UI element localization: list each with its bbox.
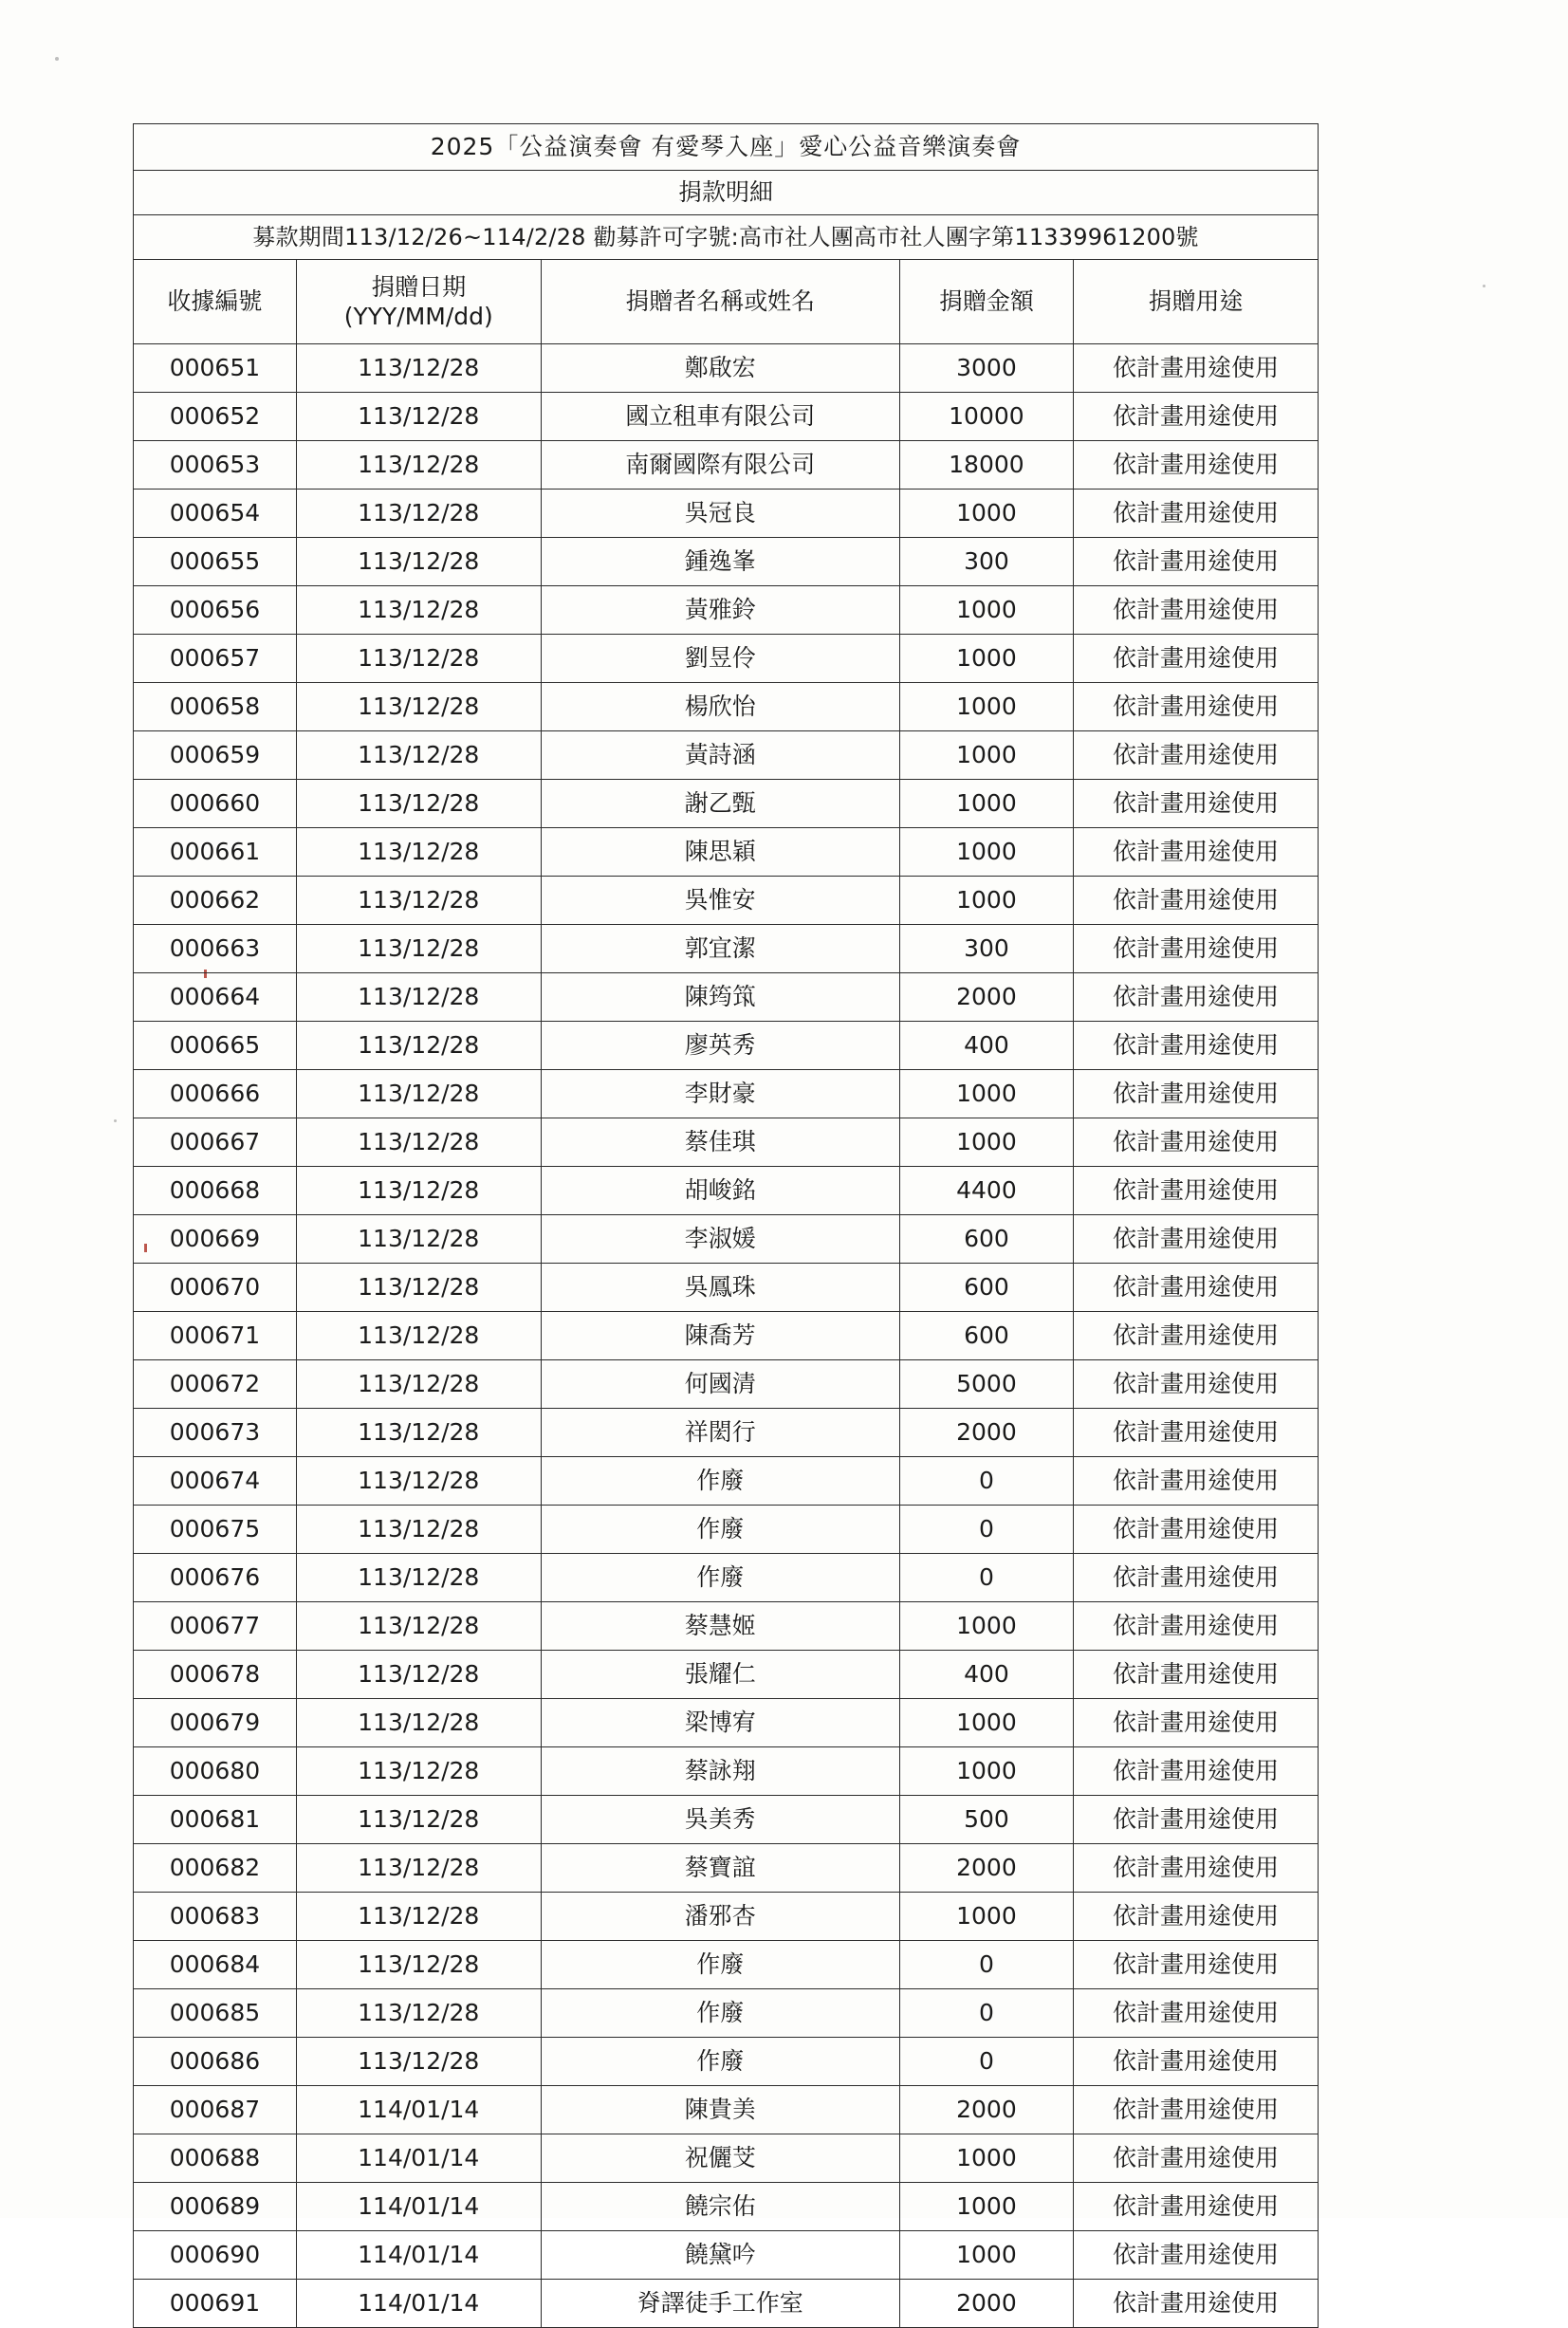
cell-donor: 郭宜潔 bbox=[541, 925, 899, 973]
table-row bbox=[134, 1796, 1319, 1844]
cell-donor: 作廢 bbox=[541, 1989, 899, 2038]
cell-purpose: 依計畫用途使用 bbox=[1074, 2086, 1319, 2134]
cell-purpose: 依計畫用途使用 bbox=[1074, 2183, 1319, 2231]
cell-donor: 黃雅鈴 bbox=[541, 586, 899, 635]
donation-detail-document bbox=[133, 123, 1319, 2328]
cell-donate-date: 113/12/28 bbox=[296, 1796, 541, 1844]
table-row bbox=[134, 731, 1319, 780]
cell-purpose: 依計畫用途使用 bbox=[1074, 1360, 1319, 1409]
column-header-donate-date-line1: 捐贈日期 bbox=[371, 272, 467, 301]
cell-amount: 0 bbox=[899, 1554, 1073, 1602]
cell-donate-date: 113/12/28 bbox=[296, 1699, 541, 1747]
table-row bbox=[134, 1506, 1319, 1554]
cell-donor: 陳貴美 bbox=[541, 2086, 899, 2134]
cell-donate-date: 114/01/14 bbox=[296, 2134, 541, 2183]
cell-donate-date: 113/12/28 bbox=[296, 1409, 541, 1457]
table-row bbox=[134, 828, 1319, 877]
cell-donate-date: 113/12/28 bbox=[296, 973, 541, 1022]
cell-purpose: 依計畫用途使用 bbox=[1074, 1941, 1319, 1989]
cell-donor: 陳筠筑 bbox=[541, 973, 899, 1022]
cell-donor: 南爾國際有限公司 bbox=[541, 441, 899, 490]
cell-donate-date: 113/12/28 bbox=[296, 780, 541, 828]
cell-donate-date: 113/12/28 bbox=[296, 1602, 541, 1651]
column-header-purpose: 捐贈用途 bbox=[1074, 260, 1319, 344]
table-row bbox=[134, 2134, 1319, 2183]
cell-purpose: 依計畫用途使用 bbox=[1074, 1264, 1319, 1312]
table-row bbox=[134, 1747, 1319, 1796]
cell-amount: 4400 bbox=[899, 1167, 1073, 1215]
cell-donate-date: 113/12/28 bbox=[296, 1118, 541, 1167]
table-row bbox=[134, 973, 1319, 1022]
table-row bbox=[134, 925, 1319, 973]
cell-receipt-no: 000673 bbox=[134, 1409, 297, 1457]
scan-speck bbox=[1483, 285, 1485, 287]
cell-receipt-no: 000685 bbox=[134, 1989, 297, 2038]
cell-receipt-no: 000679 bbox=[134, 1699, 297, 1747]
table-row bbox=[134, 2231, 1319, 2280]
cell-purpose: 依計畫用途使用 bbox=[1074, 1409, 1319, 1457]
cell-amount: 3000 bbox=[899, 344, 1073, 393]
cell-receipt-no: 000676 bbox=[134, 1554, 297, 1602]
cell-amount: 600 bbox=[899, 1215, 1073, 1264]
table-row bbox=[134, 1941, 1319, 1989]
table-row bbox=[134, 1118, 1319, 1167]
cell-purpose: 依計畫用途使用 bbox=[1074, 1747, 1319, 1796]
table-row bbox=[134, 1699, 1319, 1747]
cell-donor: 楊欣怡 bbox=[541, 683, 899, 731]
cell-donor: 脊譯徒手工作室 bbox=[541, 2280, 899, 2328]
table-row bbox=[134, 538, 1319, 586]
cell-purpose: 依計畫用途使用 bbox=[1074, 877, 1319, 925]
cell-donor: 蔡詠翔 bbox=[541, 1747, 899, 1796]
cell-receipt-no: 000662 bbox=[134, 877, 297, 925]
fundraising-period-line: 募款期間113/12/26~114/2/28 勸募許可字號:高市社人團高市社人團字第11339961200號 bbox=[134, 215, 1319, 260]
cell-receipt-no: 000667 bbox=[134, 1118, 297, 1167]
cell-amount: 2000 bbox=[899, 2086, 1073, 2134]
cell-purpose: 依計畫用途使用 bbox=[1074, 635, 1319, 683]
cell-donor: 蔡寶誼 bbox=[541, 1844, 899, 1893]
cell-purpose: 依計畫用途使用 bbox=[1074, 1022, 1319, 1070]
cell-receipt-no: 000674 bbox=[134, 1457, 297, 1506]
cell-amount: 1000 bbox=[899, 586, 1073, 635]
table-row bbox=[134, 877, 1319, 925]
cell-receipt-no: 000651 bbox=[134, 344, 297, 393]
cell-purpose: 依計畫用途使用 bbox=[1074, 1844, 1319, 1893]
cell-donate-date: 113/12/28 bbox=[296, 1070, 541, 1118]
cell-donate-date: 113/12/28 bbox=[296, 1651, 541, 1699]
cell-amount: 1000 bbox=[899, 877, 1073, 925]
table-row bbox=[134, 1844, 1319, 1893]
cell-purpose: 依計畫用途使用 bbox=[1074, 780, 1319, 828]
table-row bbox=[134, 1602, 1319, 1651]
cell-receipt-no: 000658 bbox=[134, 683, 297, 731]
cell-purpose: 依計畫用途使用 bbox=[1074, 1070, 1319, 1118]
title-row bbox=[134, 124, 1319, 171]
cell-donate-date: 114/01/14 bbox=[296, 2086, 541, 2134]
cell-purpose: 依計畫用途使用 bbox=[1074, 2280, 1319, 2328]
cell-receipt-no: 000660 bbox=[134, 780, 297, 828]
cell-receipt-no: 000686 bbox=[134, 2038, 297, 2086]
cell-amount: 1000 bbox=[899, 1699, 1073, 1747]
cell-amount: 0 bbox=[899, 1457, 1073, 1506]
cell-amount: 0 bbox=[899, 1989, 1073, 2038]
table-row bbox=[134, 1070, 1319, 1118]
cell-donate-date: 113/12/28 bbox=[296, 1941, 541, 1989]
cell-donor: 國立租車有限公司 bbox=[541, 393, 899, 441]
cell-receipt-no: 000661 bbox=[134, 828, 297, 877]
cell-purpose: 依計畫用途使用 bbox=[1074, 538, 1319, 586]
cell-donor: 作廢 bbox=[541, 1506, 899, 1554]
table-row bbox=[134, 2086, 1319, 2134]
cell-donate-date: 113/12/28 bbox=[296, 1554, 541, 1602]
cell-amount: 1000 bbox=[899, 1118, 1073, 1167]
table-body bbox=[134, 124, 1319, 2328]
cell-donor: 梁博宥 bbox=[541, 1699, 899, 1747]
cell-purpose: 依計畫用途使用 bbox=[1074, 973, 1319, 1022]
cell-amount: 0 bbox=[899, 1506, 1073, 1554]
cell-donor: 吳冠良 bbox=[541, 490, 899, 538]
cell-receipt-no: 000659 bbox=[134, 731, 297, 780]
cell-receipt-no: 000689 bbox=[134, 2183, 297, 2231]
scan-speck bbox=[114, 1119, 117, 1122]
table-row bbox=[134, 1893, 1319, 1941]
period-row bbox=[134, 215, 1319, 260]
cell-donate-date: 113/12/28 bbox=[296, 538, 541, 586]
cell-donor: 胡峻銘 bbox=[541, 1167, 899, 1215]
cell-donate-date: 113/12/28 bbox=[296, 1844, 541, 1893]
cell-amount: 1000 bbox=[899, 635, 1073, 683]
cell-purpose: 依計畫用途使用 bbox=[1074, 925, 1319, 973]
donation-table bbox=[133, 123, 1319, 2328]
cell-receipt-no: 000684 bbox=[134, 1941, 297, 1989]
cell-purpose: 依計畫用途使用 bbox=[1074, 828, 1319, 877]
cell-purpose: 依計畫用途使用 bbox=[1074, 731, 1319, 780]
cell-amount: 600 bbox=[899, 1264, 1073, 1312]
cell-purpose: 依計畫用途使用 bbox=[1074, 1796, 1319, 1844]
cell-donor: 吳美秀 bbox=[541, 1796, 899, 1844]
cell-amount: 1000 bbox=[899, 1602, 1073, 1651]
table-row bbox=[134, 393, 1319, 441]
cell-donor: 廖英秀 bbox=[541, 1022, 899, 1070]
cell-receipt-no: 000671 bbox=[134, 1312, 297, 1360]
cell-donor: 鄭啟宏 bbox=[541, 344, 899, 393]
cell-purpose: 依計畫用途使用 bbox=[1074, 490, 1319, 538]
cell-purpose: 依計畫用途使用 bbox=[1074, 1167, 1319, 1215]
cell-amount: 0 bbox=[899, 1941, 1073, 1989]
cell-donate-date: 113/12/28 bbox=[296, 683, 541, 731]
cell-purpose: 依計畫用途使用 bbox=[1074, 1989, 1319, 2038]
cell-donor: 潘邪杏 bbox=[541, 1893, 899, 1941]
table-row bbox=[134, 1022, 1319, 1070]
cell-purpose: 依計畫用途使用 bbox=[1074, 2134, 1319, 2183]
table-row bbox=[134, 1312, 1319, 1360]
cell-purpose: 依計畫用途使用 bbox=[1074, 1506, 1319, 1554]
cell-amount: 18000 bbox=[899, 441, 1073, 490]
document-title: 2025「公益演奏會 有愛琴入座」愛心公益音樂演奏會 bbox=[134, 124, 1319, 171]
cell-purpose: 依計畫用途使用 bbox=[1074, 2038, 1319, 2086]
cell-donate-date: 113/12/28 bbox=[296, 925, 541, 973]
cell-purpose: 依計畫用途使用 bbox=[1074, 683, 1319, 731]
cell-donor: 李淑媛 bbox=[541, 1215, 899, 1264]
cell-receipt-no: 000668 bbox=[134, 1167, 297, 1215]
cell-donor: 吳惟安 bbox=[541, 877, 899, 925]
cell-purpose: 依計畫用途使用 bbox=[1074, 1602, 1319, 1651]
cell-receipt-no: 000665 bbox=[134, 1022, 297, 1070]
cell-amount: 1000 bbox=[899, 731, 1073, 780]
cell-amount: 1000 bbox=[899, 2231, 1073, 2280]
table-row bbox=[134, 1554, 1319, 1602]
cell-receipt-no: 000652 bbox=[134, 393, 297, 441]
cell-donate-date: 114/01/14 bbox=[296, 2280, 541, 2328]
document-subtitle: 捐款明細 bbox=[134, 171, 1319, 215]
table-row bbox=[134, 1457, 1319, 1506]
cell-donate-date: 113/12/28 bbox=[296, 635, 541, 683]
cell-amount: 1000 bbox=[899, 1747, 1073, 1796]
column-header-amount: 捐贈金額 bbox=[899, 260, 1073, 344]
table-row bbox=[134, 683, 1319, 731]
cell-donor: 謝乙甄 bbox=[541, 780, 899, 828]
cell-purpose: 依計畫用途使用 bbox=[1074, 2231, 1319, 2280]
table-row bbox=[134, 2038, 1319, 2086]
cell-donate-date: 113/12/28 bbox=[296, 1167, 541, 1215]
cell-purpose: 依計畫用途使用 bbox=[1074, 441, 1319, 490]
cell-receipt-no: 000655 bbox=[134, 538, 297, 586]
cell-donor: 鍾逸峯 bbox=[541, 538, 899, 586]
cell-receipt-no: 000691 bbox=[134, 2280, 297, 2328]
cell-amount: 300 bbox=[899, 925, 1073, 973]
cell-donate-date: 113/12/28 bbox=[296, 1360, 541, 1409]
table-header-row bbox=[134, 260, 1319, 344]
subtitle-row bbox=[134, 171, 1319, 215]
cell-receipt-no: 000672 bbox=[134, 1360, 297, 1409]
table-row bbox=[134, 2280, 1319, 2328]
cell-donate-date: 113/12/28 bbox=[296, 1022, 541, 1070]
cell-amount: 1000 bbox=[899, 490, 1073, 538]
cell-purpose: 依計畫用途使用 bbox=[1074, 1554, 1319, 1602]
cell-purpose: 依計畫用途使用 bbox=[1074, 586, 1319, 635]
cell-amount: 2000 bbox=[899, 1844, 1073, 1893]
cell-receipt-no: 000688 bbox=[134, 2134, 297, 2183]
cell-receipt-no: 000690 bbox=[134, 2231, 297, 2280]
cell-receipt-no: 000664 bbox=[134, 973, 297, 1022]
cell-amount: 2000 bbox=[899, 973, 1073, 1022]
cell-donor: 陳思穎 bbox=[541, 828, 899, 877]
cell-donate-date: 113/12/28 bbox=[296, 586, 541, 635]
cell-donor: 何國清 bbox=[541, 1360, 899, 1409]
cell-amount: 10000 bbox=[899, 393, 1073, 441]
cell-receipt-no: 000675 bbox=[134, 1506, 297, 1554]
cell-amount: 1000 bbox=[899, 2183, 1073, 2231]
cell-purpose: 依計畫用途使用 bbox=[1074, 1651, 1319, 1699]
scan-speck bbox=[55, 57, 59, 61]
cell-purpose: 依計畫用途使用 bbox=[1074, 393, 1319, 441]
table-row bbox=[134, 1167, 1319, 1215]
cell-purpose: 依計畫用途使用 bbox=[1074, 1312, 1319, 1360]
cell-donate-date: 113/12/28 bbox=[296, 1506, 541, 1554]
cell-donor: 作廢 bbox=[541, 1554, 899, 1602]
cell-amount: 5000 bbox=[899, 1360, 1073, 1409]
cell-donate-date: 114/01/14 bbox=[296, 2183, 541, 2231]
cell-amount: 1000 bbox=[899, 780, 1073, 828]
cell-amount: 300 bbox=[899, 538, 1073, 586]
cell-purpose: 依計畫用途使用 bbox=[1074, 1457, 1319, 1506]
cell-receipt-no: 000681 bbox=[134, 1796, 297, 1844]
cell-donate-date: 114/01/14 bbox=[296, 2231, 541, 2280]
cell-amount: 400 bbox=[899, 1651, 1073, 1699]
cell-receipt-no: 000680 bbox=[134, 1747, 297, 1796]
table-row bbox=[134, 1215, 1319, 1264]
cell-donor: 陳喬芳 bbox=[541, 1312, 899, 1360]
table-row bbox=[134, 1360, 1319, 1409]
cell-amount: 1000 bbox=[899, 2134, 1073, 2183]
cell-donor: 張耀仁 bbox=[541, 1651, 899, 1699]
cell-donate-date: 113/12/28 bbox=[296, 344, 541, 393]
cell-donor: 饒宗佑 bbox=[541, 2183, 899, 2231]
cell-donate-date: 113/12/28 bbox=[296, 2038, 541, 2086]
table-row bbox=[134, 1989, 1319, 2038]
cell-donor: 祝儷芠 bbox=[541, 2134, 899, 2183]
table-row bbox=[134, 344, 1319, 393]
cell-receipt-no: 000677 bbox=[134, 1602, 297, 1651]
cell-donate-date: 113/12/28 bbox=[296, 1989, 541, 2038]
cell-receipt-no: 000656 bbox=[134, 586, 297, 635]
cell-purpose: 依計畫用途使用 bbox=[1074, 1215, 1319, 1264]
cell-receipt-no: 000669 bbox=[134, 1215, 297, 1264]
cell-amount: 0 bbox=[899, 2038, 1073, 2086]
cell-donate-date: 113/12/28 bbox=[296, 441, 541, 490]
cell-amount: 1000 bbox=[899, 1070, 1073, 1118]
cell-amount: 600 bbox=[899, 1312, 1073, 1360]
cell-amount: 2000 bbox=[899, 1409, 1073, 1457]
table-row bbox=[134, 586, 1319, 635]
cell-purpose: 依計畫用途使用 bbox=[1074, 344, 1319, 393]
cell-donate-date: 113/12/28 bbox=[296, 1747, 541, 1796]
cell-donate-date: 113/12/28 bbox=[296, 1215, 541, 1264]
table-row bbox=[134, 1651, 1319, 1699]
cell-amount: 1000 bbox=[899, 828, 1073, 877]
cell-purpose: 依計畫用途使用 bbox=[1074, 1118, 1319, 1167]
cell-donor: 黃詩涵 bbox=[541, 731, 899, 780]
column-header-donor: 捐贈者名稱或姓名 bbox=[541, 260, 899, 344]
table-row bbox=[134, 2183, 1319, 2231]
cell-donor: 吳鳳珠 bbox=[541, 1264, 899, 1312]
table-row bbox=[134, 490, 1319, 538]
column-header-donate-date-line2: (YYY/MM/dd) bbox=[343, 303, 493, 330]
cell-donor: 祥閎行 bbox=[541, 1409, 899, 1457]
cell-donate-date: 113/12/28 bbox=[296, 1457, 541, 1506]
cell-receipt-no: 000683 bbox=[134, 1893, 297, 1941]
cell-donate-date: 113/12/28 bbox=[296, 1312, 541, 1360]
cell-donate-date: 113/12/28 bbox=[296, 1264, 541, 1312]
column-header-donate-date bbox=[296, 260, 541, 344]
cell-receipt-no: 000687 bbox=[134, 2086, 297, 2134]
cell-donor: 劉昱伶 bbox=[541, 635, 899, 683]
cell-donate-date: 113/12/28 bbox=[296, 1893, 541, 1941]
column-header-receipt-no: 收據編號 bbox=[134, 260, 297, 344]
cell-amount: 1000 bbox=[899, 1893, 1073, 1941]
table-row bbox=[134, 1264, 1319, 1312]
cell-donor: 蔡慧姬 bbox=[541, 1602, 899, 1651]
cell-amount: 400 bbox=[899, 1022, 1073, 1070]
table-row bbox=[134, 780, 1319, 828]
cell-receipt-no: 000654 bbox=[134, 490, 297, 538]
cell-donate-date: 113/12/28 bbox=[296, 877, 541, 925]
cell-receipt-no: 000663 bbox=[134, 925, 297, 973]
cell-donate-date: 113/12/28 bbox=[296, 828, 541, 877]
cell-amount: 2000 bbox=[899, 2280, 1073, 2328]
table-row bbox=[134, 635, 1319, 683]
cell-receipt-no: 000670 bbox=[134, 1264, 297, 1312]
cell-receipt-no: 000682 bbox=[134, 1844, 297, 1893]
cell-donate-date: 113/12/28 bbox=[296, 731, 541, 780]
cell-receipt-no: 000678 bbox=[134, 1651, 297, 1699]
cell-donor: 李財豪 bbox=[541, 1070, 899, 1118]
cell-donor: 作廢 bbox=[541, 2038, 899, 2086]
cell-donate-date: 113/12/28 bbox=[296, 393, 541, 441]
cell-amount: 500 bbox=[899, 1796, 1073, 1844]
cell-donor: 作廢 bbox=[541, 1941, 899, 1989]
cell-amount: 1000 bbox=[899, 683, 1073, 731]
cell-receipt-no: 000666 bbox=[134, 1070, 297, 1118]
cell-donor: 蔡佳琪 bbox=[541, 1118, 899, 1167]
cell-purpose: 依計畫用途使用 bbox=[1074, 1699, 1319, 1747]
table-row bbox=[134, 1409, 1319, 1457]
cell-donor: 饒黛吟 bbox=[541, 2231, 899, 2280]
cell-donate-date: 113/12/28 bbox=[296, 490, 541, 538]
cell-donor: 作廢 bbox=[541, 1457, 899, 1506]
table-row bbox=[134, 441, 1319, 490]
cell-receipt-no: 000653 bbox=[134, 441, 297, 490]
cell-purpose: 依計畫用途使用 bbox=[1074, 1893, 1319, 1941]
cell-receipt-no: 000657 bbox=[134, 635, 297, 683]
